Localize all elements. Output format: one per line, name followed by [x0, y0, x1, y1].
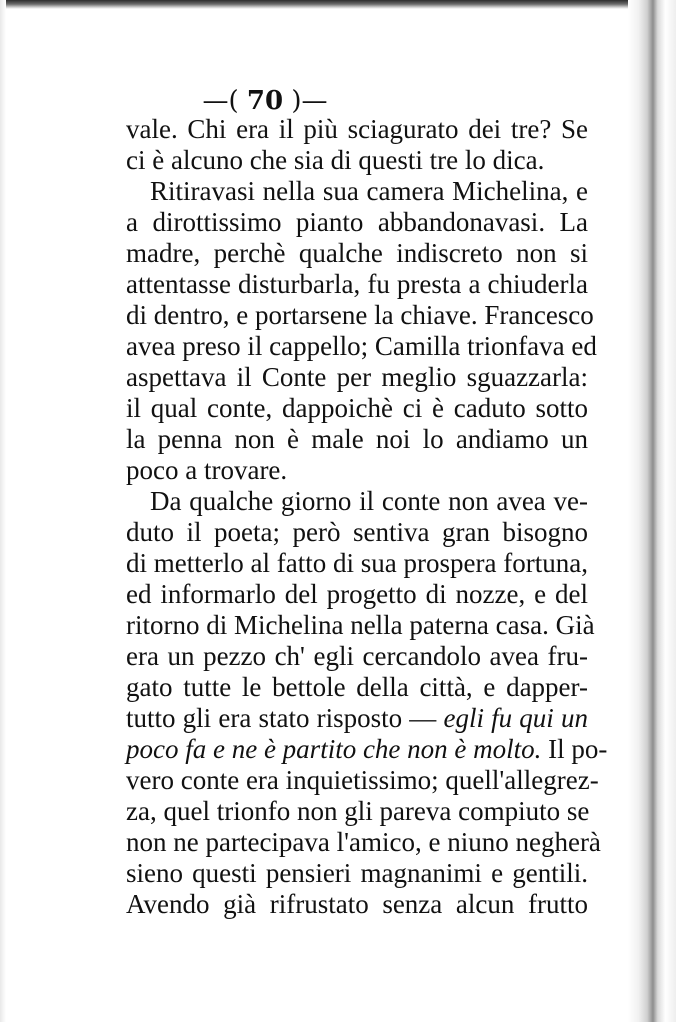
text-line: Da qualche giorno il conte non avea ve- — [150, 486, 588, 516]
text-line: avea preso il cappello; Camilla trionfava ed — [126, 331, 597, 361]
page-gutter-shadow — [628, 0, 676, 1022]
italic-quote: poco fa e ne è partito che non è molto. — [126, 734, 542, 764]
text-line: duto il poeta; però sentiva gran bisogno — [126, 517, 588, 547]
text-line: madre, perchè qualche indiscreto non si — [126, 238, 588, 268]
page-top-edge — [0, 0, 676, 9]
text-line: era un pezzo ch' egli cercandolo avea fru- — [126, 641, 588, 671]
text-segment: Il po- — [548, 734, 608, 764]
text-line: la penna non è male noi lo andiamo un — [126, 424, 588, 454]
text-line: ci è alcuno che sia di questi tre lo dica. — [126, 145, 545, 175]
text-line: a dirottissimo pianto abbandonavasi. La — [126, 207, 588, 237]
text-line: attentasse disturbarla, fu presta a chiuderla — [126, 269, 588, 299]
text-segment: tutto gli era stato risposto — — [126, 703, 437, 733]
text-line: ritorno di Michelina nella paterna casa. Già — [126, 610, 595, 640]
text-line: di metterlo al fatto di sua prospera fortuna, — [126, 548, 588, 578]
page-number-value: 70 — [246, 86, 284, 116]
text-line: aspettava il Conte per meglio sguazzarla: — [126, 362, 588, 392]
text-line-with-italic — [126, 703, 588, 734]
body-text — [126, 114, 608, 920]
italic-quote: egli fu qui un — [443, 703, 588, 733]
page-number-suffix: )— — [283, 86, 328, 116]
text-line: vero conte era inquietissimo; quell'allegrez- — [126, 765, 599, 795]
text-line: Avendo già rifrustato senza alcun frutto — [126, 889, 588, 919]
text-line: ed informarlo del progetto di nozze, e del — [126, 579, 588, 609]
text-line: di dentro, e portarsene la chiave. Francesco — [126, 300, 594, 330]
text-line: poco a trovare. — [126, 455, 288, 485]
page-number — [0, 86, 530, 116]
page-left-edge — [0, 0, 6, 1022]
text-line: gato tutte le bettole della città, e dapper- — [126, 672, 588, 702]
page-number-prefix: —( — [202, 86, 247, 116]
text-line: non ne partecipava l'amico, e niuno negherà — [126, 827, 601, 857]
text-line-with-italic — [126, 734, 608, 765]
text-line: za, quel trionfo non gli pareva compiuto se — [126, 796, 590, 826]
text-line: sieno questi pensieri magnanimi e gentili. — [126, 858, 588, 888]
text-line: il qual conte, dappoichè ci è caduto sotto — [126, 393, 588, 423]
text-line: Ritiravasi nella sua camera Michelina, e — [150, 176, 588, 206]
text-line: vale. Chi era il più sciagurato dei tre? Se — [126, 114, 588, 144]
